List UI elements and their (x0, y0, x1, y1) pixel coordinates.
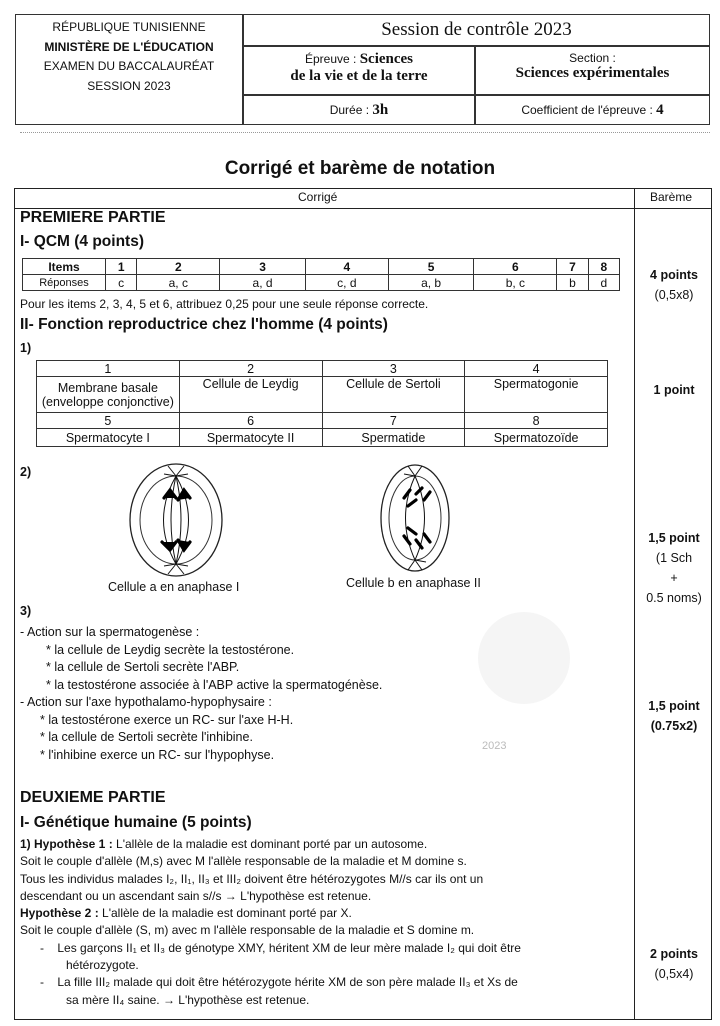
genetics-answer (20, 836, 632, 1009)
faded-stamp (478, 612, 570, 704)
testis-cell: Cellule de Leydig (179, 377, 322, 413)
duree-label: Durée : (329, 103, 370, 117)
header-institution-box (15, 14, 243, 125)
q3-score-main: 1,5 point (648, 699, 700, 713)
q3-score-detail: (0.75x2) (650, 719, 698, 733)
answer-line: * la cellule de Sertoli secrète l'inhibine. (40, 730, 253, 744)
hypothesis-2-text: L'allèle de la maladie est dominant porté par X. (98, 906, 352, 921)
stamp-date: 2023 (482, 740, 507, 752)
coef-value: 4 (656, 102, 664, 118)
enveloppe: (enveloppe conjonctive) (41, 394, 174, 409)
qcm-response: d (588, 275, 619, 291)
testis-num: 6 (179, 413, 322, 429)
testis-val-row (37, 429, 608, 447)
hypothesis-2-line (20, 905, 632, 922)
session-title: Session de contrôle 2023 (243, 14, 710, 46)
question-1-label: 1) (20, 341, 32, 355)
coef-box (475, 95, 710, 125)
epreuve-value-2: de la vie et de la terre (290, 68, 428, 84)
republic-line: RÉPUBLIQUE TUNISIENNE (52, 20, 206, 34)
testis-cell: Spermatocyte I (37, 429, 180, 447)
hypothesis-line: Soit le couple d'allèle (M,s) avec M l'allèle responsable de la maladie et M domine s. (20, 854, 467, 869)
qcm-score-main: 4 points (650, 268, 698, 282)
question-3-label: 3) (20, 604, 32, 618)
genetics-title: I- Génétique humaine (5 points) (20, 814, 252, 831)
items-label: Items (23, 259, 106, 275)
part1-title: PREMIERE PARTIE (20, 209, 166, 226)
testis-cell: Spermatogonie (465, 377, 608, 413)
q2-score-sch: (1 Sch (655, 551, 693, 565)
genetics-score-detail: (0,5x4) (654, 967, 694, 981)
qcm-response: a, b (388, 275, 474, 291)
qcm-item: 1 (106, 259, 137, 275)
testis-table (36, 360, 608, 447)
epreuve-label: Épreuve : (304, 52, 357, 66)
qcm-item: 4 (305, 259, 388, 275)
anaphase-2-drawing (378, 462, 452, 574)
cell-a-caption: Cellule a en anaphase I (108, 580, 240, 594)
answer-line: * la testostérone exerce un RC- sur l'axe H-H. (40, 712, 294, 727)
qcm-score (636, 265, 712, 305)
bullet-1b: hétérozygote. (66, 958, 139, 973)
testis-val-row (37, 377, 608, 413)
session-year-line: SESSION 2023 (87, 78, 171, 93)
testis-cell (37, 377, 180, 413)
column-head-bareme: Barème (650, 190, 693, 204)
bullet-2a: La fille III₂ malade qui doit être hétérozygote hérite XM de son père malade II₃ et Xs de (57, 975, 518, 990)
divider (20, 132, 710, 133)
exam-line: EXAMEN DU BACCALAURÉAT (43, 59, 215, 73)
testis-num-row (37, 413, 608, 429)
bullet-1a: Les garçons II₁ et II₃ de génotype XMY, héritent XM de leur mère malade I₂ qui doit être (57, 940, 521, 955)
qcm-item: 5 (388, 259, 474, 275)
q2-score-noms: 0.5 noms) (646, 591, 702, 605)
qcm-response: a, c (137, 275, 220, 291)
qcm-score-detail: (0,5x8) (654, 288, 694, 302)
qcm-response: b, c (474, 275, 557, 291)
membrane-basale: Membrane basale (57, 380, 158, 395)
q2-score-plus: + (670, 571, 678, 585)
answer-line: * la cellule de Sertoli secrète l'ABP. (46, 660, 240, 674)
qcm-note: Pour les items 2, 3, 4, 5 et 6, attribuez 0,25 pour une seule réponse correcte. (20, 297, 429, 311)
duree-value: 3h (372, 102, 389, 118)
part2-title: DEUXIEME PARTIE (20, 789, 166, 806)
testis-num: 3 (322, 361, 465, 377)
hypothesis-line: Soit le couple d'allèle (S, m) avec m l'allèle responsable de la maladie et S domine m. (20, 923, 475, 938)
qcm-response: b (557, 275, 588, 291)
qcm-title: I- QCM (4 points) (20, 233, 144, 250)
genetics-score (636, 944, 712, 984)
question-1-score: 1 point (653, 383, 695, 397)
hypothesis-1-line (20, 836, 632, 853)
column-divider (634, 188, 635, 1020)
testis-num: 2 (179, 361, 322, 377)
qcm-item: 7 (557, 259, 588, 275)
testis-cell: Spermatide (322, 429, 465, 447)
epreuve-box (243, 46, 475, 95)
genetics-score-main: 2 points (650, 947, 698, 961)
section2-title: II- Fonction reproductrice chez l'homme (4 points) (20, 316, 388, 333)
testis-num: 8 (465, 413, 608, 429)
testis-num: 4 (465, 361, 608, 377)
testis-cell: Spermatozoïde (465, 429, 608, 447)
question-3-score (636, 696, 712, 736)
hypothesis-1-label: 1) Hypothèse 1 : (20, 837, 113, 851)
question-3-answer (20, 624, 382, 764)
responses-label: Réponses (23, 275, 106, 291)
qcm-response: c (106, 275, 137, 291)
section-value: Sciences expérimentales (515, 65, 670, 81)
hypothesis-line: Tous les individus malades I₂, II₁, II₃ et III₂ doivent être hétérozygotes M//s car ils ont un (20, 871, 484, 886)
hypothesis-2-label: Hypothèse 2 : (20, 906, 99, 921)
section-label: Section : (569, 51, 616, 65)
testis-cell: Cellule de Sertoli (322, 377, 465, 413)
qcm-responses-row (23, 275, 620, 291)
testis-num: 1 (37, 361, 180, 377)
column-head-corrige: Corrigé (298, 190, 338, 204)
duree-box (243, 95, 475, 125)
answer-line: * l'inhibine exerce un RC- sur l'hypophyse. (40, 747, 275, 762)
answer-line: * la testostérone associée à l'ABP active la spermatogénèse. (46, 677, 383, 692)
hypothesis-line: descendant ou un ascendant sain s//s → L'hypothèse est retenue. (20, 888, 372, 903)
ministry-line: MINISTÈRE DE L'ÉDUCATION (44, 39, 214, 54)
section-box (475, 46, 710, 95)
qcm-response: a, d (220, 275, 306, 291)
answer-line: * la cellule de Leydig secrète la testostérone. (46, 642, 295, 657)
testis-num: 5 (37, 413, 180, 429)
qcm-item: 2 (137, 259, 220, 275)
cell-b-caption: Cellule b en anaphase II (346, 576, 481, 590)
coef-label: Coefficient de l'épreuve : (521, 103, 653, 117)
qcm-item: 6 (474, 259, 557, 275)
qcm-items-row (23, 259, 620, 275)
q2-score-main: 1,5 point (648, 531, 700, 545)
question-2-label: 2) (20, 465, 32, 479)
hypothesis-1-text: L'allèle de la maladie est dominant porté par un autosome. (112, 837, 428, 851)
answer-line: - Action sur la spermatogenèse : (20, 625, 200, 639)
qcm-table (22, 258, 620, 291)
page-title: Corrigé et barème de notation (224, 158, 496, 179)
testis-num-row (37, 361, 608, 377)
bullet-2: - La fille III₂ malade qui doit être hétérozygote hérite XM de son père malade II₃ et Xs de (40, 975, 518, 990)
qcm-item: 8 (588, 259, 619, 275)
answer-line: - Action sur l'axe hypothalamo-hypophysaire : (20, 695, 272, 709)
question-2-score (636, 528, 712, 608)
bullet-1: - Les garçons II₁ et II₃ de génotype XMY, héritent XM de leur mère malade I₂ qui doit être (40, 940, 521, 955)
anaphase-1-drawing (126, 460, 226, 578)
testis-num: 7 (322, 413, 465, 429)
epreuve-value-1: Sciences (359, 51, 414, 67)
testis-cell: Spermatocyte II (179, 429, 322, 447)
bullet-2b: sa mère II₄ saine. → L'hypothèse est retenue. (66, 992, 310, 1007)
qcm-item: 3 (220, 259, 306, 275)
qcm-response: c, d (305, 275, 388, 291)
